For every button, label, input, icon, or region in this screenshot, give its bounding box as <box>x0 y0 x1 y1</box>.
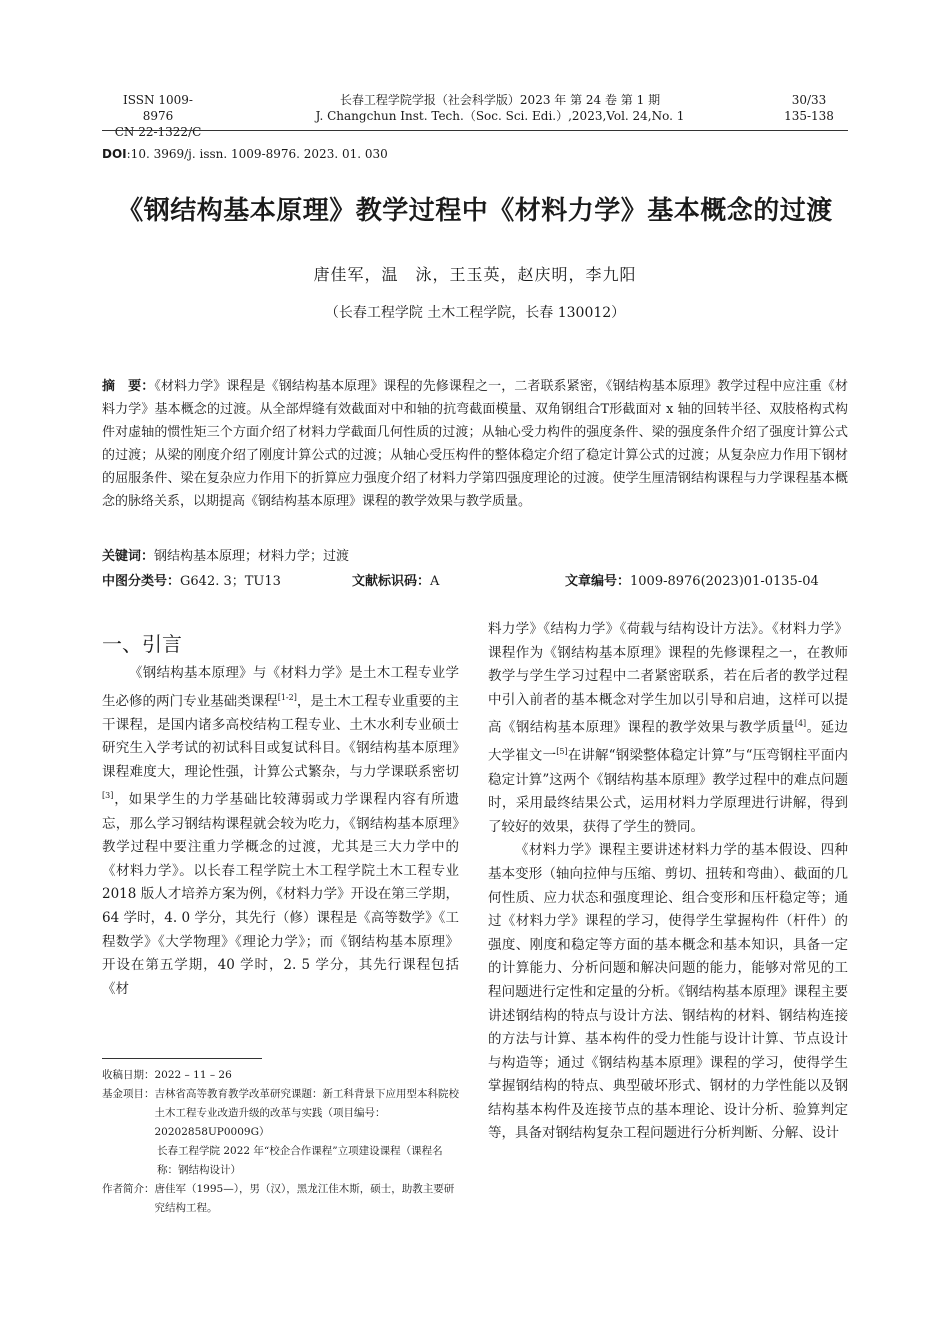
abstract <box>102 375 848 513</box>
page-range-block <box>770 92 848 124</box>
journal-name-cn: 长春工程学院学报（社会科学版）2023 年 第 24 卷 第 1 期 <box>339 93 661 107</box>
intro-text-part: ，是土木工程专业重要的主干课程，是国内诸多高校结构工程专业、土木水利专业硕士研究生入学考试的初试科目或复试科目。《钢结构基本原理》课程难度大，理论性强，计算公式繁杂，与力学课联系密切 <box>102 693 460 780</box>
citation: [1-2] <box>277 692 297 702</box>
doc-code-value: A <box>430 574 440 589</box>
clc-value: G642. 3；TU13 <box>180 574 281 589</box>
body-text-part: 料力学》《结构力学》《荷载与结构设计方法》。《材料力学》课程作为《钢结构基本原理》课程的先修课程之一，在教师教学与学生学习过程中二者紧密联系，若在后者的教学过程中引入前者的基本概念对学生加以引导和启迪，这样可以提高《钢结构基本原理》课程的教学效果与教学质量 <box>488 621 848 736</box>
fund-label: 基金项目： <box>102 1088 155 1100</box>
doi-line <box>102 147 388 161</box>
citation: [3] <box>102 791 114 801</box>
body-paragraph: 《材料力学》课程主要讲述材料力学的基本假设、四种基本变形（轴向拉伸与压缩、剪切、扭转和弯曲）、截面的几何性质、应力状态和强度理论、组合变形和压杆稳定等；通过《材料力学》课程的学习，使得学生掌握构件（杆件）的强度、刚度和稳定等方面的基本概念和基本知识，具备一定的计算能力、分析问题和解决问题的能力，能够对常见的工程问题进行定性和定量的分析。《钢结构基本原理》课程主要讲述钢结构的特点与设计方法、钢结构的材料、钢结构连接的方法与计算、基本构件的受力性能与设计计算、节点设计与构造等；通过《钢结构基本原理》课程的学习，使得学生掌握钢结构的特点、典型破坏形式、钢材的力学性能以及钢结构基本构件及连接节点的基本理论、设计分析、验算判定等，具备对钢结构复杂工程问题进行分析判断、分解、设计 <box>488 842 848 1142</box>
clc-number <box>102 570 281 589</box>
right-column <box>488 618 848 1146</box>
doc-code-label: 文献标识码： <box>352 574 431 589</box>
fund-project-1: 吉林省高等教育教学改革研究课题：新工科背景下应用型本科院校土木工程专业改造升级的改革与实践（项目编号：20202858UP0009G） <box>154 1088 459 1138</box>
footnotes <box>102 1066 459 1218</box>
journal-issn-block <box>108 92 208 140</box>
keywords <box>102 545 848 564</box>
footnote-received <box>102 1066 459 1085</box>
abstract-text: 《材料力学》课程是《钢结构基本原理》课程的先修课程之一，二者联系紧密，《钢结构基本原理》教学过程中应注重《材料力学》基本概念的过渡。从全部焊缝有效截面对中和轴的抗弯截面模量、双角钢组合T形截面对 x 轴的回转半径、双肢格构式构件对虚轴的惯性矩三个方面介绍了材料力学截面几何性质的过渡；从轴心受力构件的强度条件、梁的强度条件介绍了强度计算公式的过渡；从梁的刚度介绍了刚度计算公式的过渡；从轴心受压构件的整体稳定介绍了稳定计算公式的过渡；从复杂应力作用下钢材的屈服条件、梁在复杂应力作用下的折算应力强度介绍了材料力学第四强度理论的过渡。使学生厘清钢结构课程与力学课程基本概念的脉络关系，以期提高《钢结构基本原理》课程的教学效果与教学质量。 <box>102 379 848 509</box>
document-code <box>352 570 439 589</box>
intro-paragraph <box>102 662 459 1001</box>
page-number: 30/33 <box>791 93 827 107</box>
citation: [4] <box>794 719 807 729</box>
author-bio-label: 作者简介： <box>102 1183 155 1195</box>
author-list: 唐佳军，温 泳，王玉英，赵庆明，李九阳 <box>313 265 637 284</box>
article-number-label: 文章编号： <box>565 574 631 589</box>
paper-title: 《钢结构基本原理》教学过程中《材料力学》基本概念的过渡 <box>117 196 833 226</box>
received-date: 2022 – 11 – 26 <box>154 1069 232 1081</box>
citation: [5] <box>556 747 568 757</box>
footnote-author <box>102 1180 459 1218</box>
body-paragraph <box>488 618 848 839</box>
header-rule <box>102 130 848 131</box>
cn-number: CN 22-1322/C <box>114 125 202 139</box>
article-number-value: 1009-8976(2023)01-0135-04 <box>630 574 819 589</box>
footnote-rule <box>102 1058 262 1059</box>
clc-label: 中图分类号： <box>102 574 181 589</box>
affiliation: （长春工程学院 土木工程学院，长春 130012） <box>324 305 626 321</box>
issn: ISSN 1009-8976 <box>123 93 193 123</box>
keywords-label: 关键词： <box>102 549 155 564</box>
body-text-part: 。延边大学崔文一 <box>488 719 849 764</box>
abstract-label: 摘 要： <box>102 379 155 394</box>
body-text-part: 在讲解“钢梁整体稳定计算”与“压弯钢柱平面内稳定计算”这两个《钢结构基本原理》教学过程中的难点问题时，采用最终结果公式，运用材料力学原理进行讲解，得到了较好的效果，获得了学生的赞同。 <box>488 747 848 835</box>
author-bio: 唐佳军（1995—），男（汉），黑龙江佳木斯，硕士，助教主要研究结构工程。 <box>154 1183 455 1214</box>
article-number <box>565 570 819 589</box>
keywords-value: 钢结构基本原理；材料力学；过渡 <box>154 549 350 564</box>
journal-name-en: J. Changchun Inst. Tech.（Soc. Sci. Edi.）,2023,Vol. 24,No. 1 <box>315 109 685 123</box>
fund-project-2: 长春工程学院 2022 年“校企合作课程”立项建设课程（课程名称：钢结构设计） <box>157 1145 443 1176</box>
doi-value: :10. 3969/j. issn. 1009-8976. 2023. 01. 030 <box>126 147 388 161</box>
footnote-fund <box>102 1085 459 1142</box>
page-range: 135-138 <box>784 109 834 123</box>
left-column <box>102 662 459 1001</box>
section-heading-introduction: 一、引言 <box>102 632 182 656</box>
intro-text-part: 《钢结构基本原理》与《材料力学》是土木工程专业学生必修的两门专业基础类课程 <box>102 665 459 710</box>
received-label: 收稿日期： <box>102 1069 155 1081</box>
doi-label: DOI <box>102 147 127 161</box>
journal-name-block <box>300 92 700 124</box>
intro-text-part: ，如果学生的力学基础比较薄弱或力学课程内容有所遗忘，那么学习钢结构课程就会较为吃力，《钢结构基本原理》教学过程中要注重力学概念的过渡，尤其是三大力学中的《材料力学》。以长春工程学院土木工程学院土木工程专业 2018 版人才培养方案为例，《材料力学》开设在第三学期，64 学时，4. 0 学分，其先行（修）课程是《高等数学》《工程数学》《大学物理》《理论力学》；而《钢结构基本原理》开设在第五学期，40 学时，2. 5 学分，其先行课程包括《材 <box>102 791 459 997</box>
